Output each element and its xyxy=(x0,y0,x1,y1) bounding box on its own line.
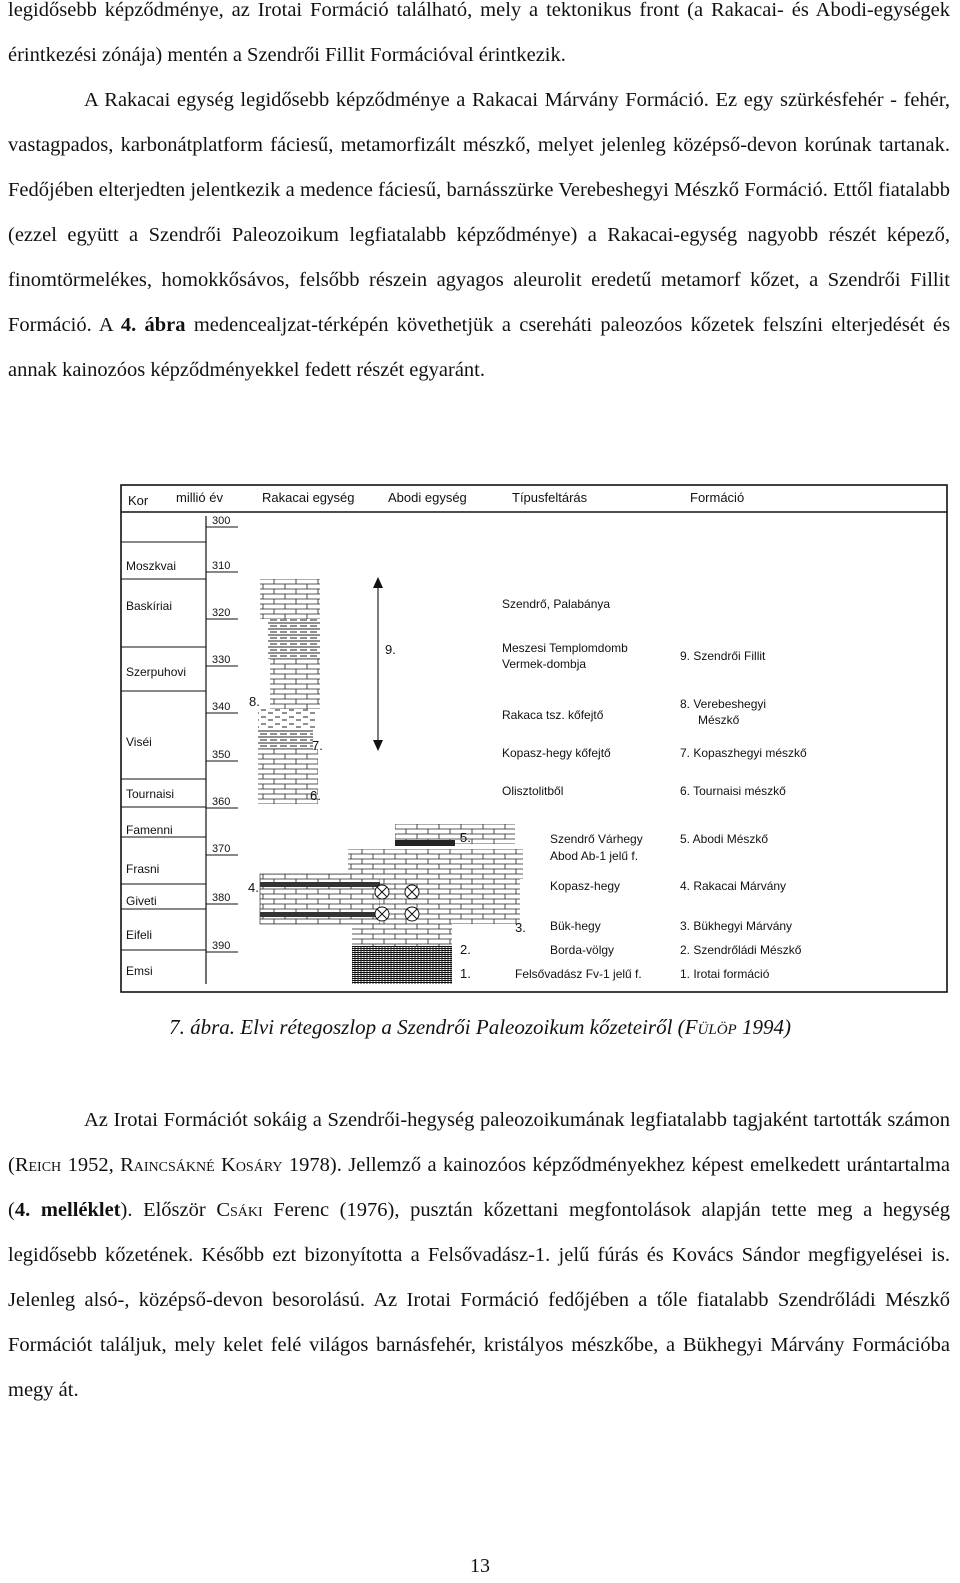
fm-8: 8. Verebeshegyi xyxy=(680,697,767,711)
caption-author: Fülöp xyxy=(684,1015,737,1039)
figure-frame xyxy=(121,485,947,992)
p2-c: 1978). Jellemző a kainozóos képződményekhez képest emelkedett urántartalma ( xyxy=(8,1154,951,1221)
loc-borda-volgy: Borda-völgy xyxy=(550,943,615,957)
fm-9: 9. Szendrői Fillit xyxy=(680,649,766,663)
stratigraphic-column-figure xyxy=(120,484,948,994)
loc-szendro-palabanya: Szendrő, Palabánya xyxy=(502,597,611,611)
fm-1: 1. Irotai formáció xyxy=(680,967,770,981)
col-num-2: 2. xyxy=(460,942,471,957)
col-num-7: 7. xyxy=(312,738,323,753)
age-visei: Viséi xyxy=(126,735,152,749)
p1-sentence-1: legidősebb képződménye, az Irotai Formáció található, mely a tektonikus front (a Rakacai- és Abodi-egységek érintkezési zónája) mentén a Szendrői Fillit Formációval érintkezik. xyxy=(8,0,950,66)
fm-2: 2. Szendrőládi Mészkő xyxy=(680,943,802,957)
paragraph-2 xyxy=(8,1098,950,1413)
p2-csaki: Csáki xyxy=(216,1199,263,1221)
header-abodi: Abodi egység xyxy=(388,490,467,505)
age-frasni: Frasni xyxy=(126,862,160,876)
caption-year: 1994) xyxy=(741,1015,791,1039)
header-millio-ev: millió év xyxy=(176,490,223,505)
loc-olisztolit: Olisztolitből xyxy=(502,784,564,798)
col-num-9: 9. xyxy=(385,642,396,657)
col-num-8: 8. xyxy=(249,694,260,709)
loc-meszesi: Meszesi Templomdomb xyxy=(502,641,628,655)
age-tick-label: 370 xyxy=(212,843,231,855)
paragraph-1 xyxy=(8,0,950,393)
loc-rakaca: Rakaca tsz. kőfejtő xyxy=(502,708,604,722)
age-tick-label: 310 xyxy=(212,560,231,572)
fm-7: 7. Kopaszhegyi mészkő xyxy=(680,746,807,760)
age-tournaisi: Tournaisi xyxy=(126,787,175,801)
age-tick-label: 320 xyxy=(212,607,231,619)
header-formacio: Formáció xyxy=(690,490,745,505)
age-tick-label: 380 xyxy=(212,892,231,904)
figure-reference: 4. ábra xyxy=(120,314,186,336)
age-famenni: Famenni xyxy=(126,823,173,837)
age-tick-label: 350 xyxy=(212,749,231,761)
caption-figure-number: 7. ábra. xyxy=(169,1015,235,1039)
loc-kopasz-kofejto: Kopasz-hegy kőfejtő xyxy=(502,746,611,760)
age-giveti: Giveti xyxy=(126,894,157,908)
p2-e: Ferenc (1976), pusztán kőzettani megfontolások alapján tette meg a hegység legidősebb kőzetének. Később ezt bizonyította a Felsővadász-1. jelű fúrás és Kovács Sándor megfigyelései is. Jelenleg alsó-, középső-devon besorolású. Az Irotai Formáció fedőjében a tőle fiatalabb Szendrőládi Mészkő Formációt találjuk, mely kelet felé világos barnásfehér, kristályos mészkőbe, a Bükhegyi Márvány Formációba megy át. xyxy=(8,1199,951,1401)
p2-raincsakne: Raincsákné Kosáry xyxy=(120,1154,283,1176)
col-num-6: 6. xyxy=(310,788,321,803)
fm-8-cont: Mészkő xyxy=(698,713,740,727)
age-tick-label: 340 xyxy=(212,701,231,713)
loc-felsovadasz: Felsővadász Fv-1 jelű f. xyxy=(515,967,642,981)
p1-body: A Rakacai egység legidősebb képződménye a Rakacai Márvány Formáció. Ez egy szürkésfehér - fehér, vastagpados, karbonátplatform fáciesű, metamorfizált mészkő, melyet jelenleg középső-devon korúnak tartanak. Fedőjében elterjedten jelentkezik a medence fáciesű, barnásszürke Verebeshegyi Mészkő Formáció. Ettől fiatalabb (ezzel együtt a Szendrői Paleozoikum legfiatalabb képződménye) a Rakacai-egység nagyobb részét képező, finomtörmelékes, homokkősávos, felsőbb részein agyagos aleurolit eredetű metamorf kőzet, a Szendrői Fillit Formáció. A xyxy=(8,89,950,336)
figure-caption xyxy=(0,1015,960,1040)
p2-melleklet: 4. melléklet xyxy=(14,1199,121,1221)
age-moszkvai: Moszkvai xyxy=(126,559,177,573)
loc-vermek: Vermek-dombja xyxy=(502,657,587,671)
age-tick-label: 300 xyxy=(212,515,231,527)
header-tipusfeltaras: Típusfeltárás xyxy=(512,490,588,505)
age-tick-label: 360 xyxy=(212,796,231,808)
age-emsi: Emsi xyxy=(126,964,153,978)
loc-szendro-varhegy: Szendrő Várhegy xyxy=(550,832,643,846)
age-baskiriai: Baskíriai xyxy=(126,599,173,613)
age-ticks xyxy=(206,515,238,952)
col-num-4: 4. xyxy=(248,880,259,895)
p1-end: medencealjzat-térképén követhetjük a csereháti paleozóos kőzetek felszíni elterjedését és annak kainozóos képződményekkel fedett részét egyaránt. xyxy=(8,314,951,381)
loc-buk-hegy: Bük-hegy xyxy=(550,919,601,933)
p2-reich: Reich xyxy=(14,1154,62,1176)
p2-b: 1952, xyxy=(67,1154,114,1176)
p2-a: Az Irotai Formációt sokáig a Szendrői-hegység paleozoikumának legfiatalabb tagjaként tartották számon ( xyxy=(8,1109,950,1176)
abodi-column xyxy=(395,824,515,846)
fm-4: 4. Rakacai Márvány xyxy=(680,879,787,893)
age-eifeli: Eifeli xyxy=(126,928,153,942)
fm-3: 3. Bükhegyi Márvány xyxy=(680,919,793,933)
col-num-5: 5. xyxy=(460,830,471,845)
col-num-3: 3. xyxy=(515,920,526,935)
loc-abod: Abod Ab-1 jelű f. xyxy=(550,849,639,863)
col-num-1: 1. xyxy=(460,966,471,981)
caption-text: Elvi rétegoszlop a Szendrői Paleozoikum kőzeteiről ( xyxy=(240,1015,685,1039)
header-rakacai: Rakacai egység xyxy=(262,490,355,505)
page-number: 13 xyxy=(470,1555,490,1577)
fm-6: 6. Tournaisi mészkő xyxy=(680,784,786,798)
fm-5: 5. Abodi Mészkő xyxy=(680,832,769,846)
age-szerpuhovi: Szerpuhovi xyxy=(126,665,187,679)
age-tick-label: 330 xyxy=(212,654,231,666)
age-tick-label: 390 xyxy=(212,940,231,952)
loc-kopasz-hegy: Kopasz-hegy xyxy=(550,879,621,893)
p2-d: ). Először xyxy=(120,1199,206,1221)
header-kor: Kor xyxy=(128,493,149,508)
